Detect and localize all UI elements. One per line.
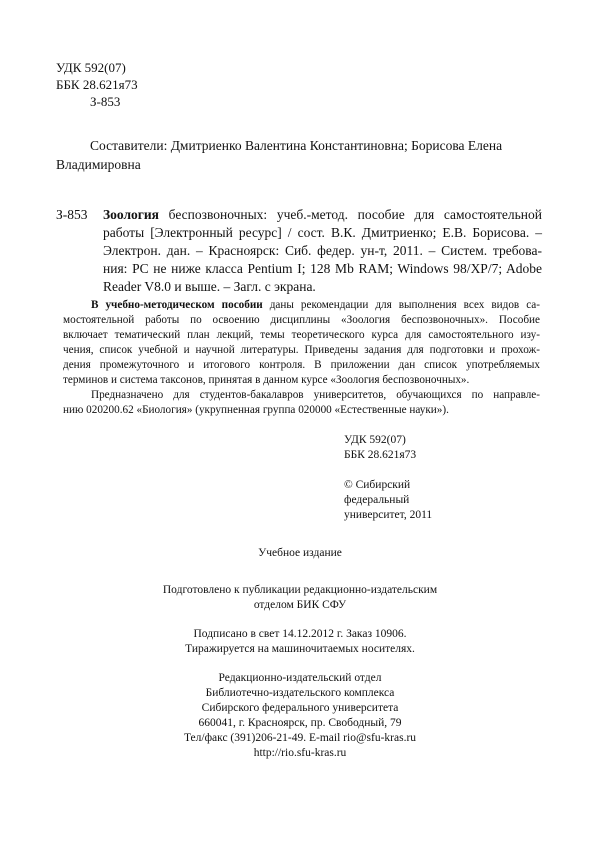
author-mark: З-853 (90, 94, 121, 109)
bib-line-3: Электрон. дан. – Красноярск: Сиб. федер. ун-т, 2011. – Систем. требова- (103, 243, 542, 258)
copyright-line-1: © Сибирский (344, 479, 411, 491)
abstract-line-1-rest: даны рекомендации для выполнения всех видов са- (262, 299, 540, 311)
bibliographic-record (56, 206, 542, 294)
abstract-line-5: дения промежуточного и итогового контроля. В приложении дан список употребляемых (63, 359, 540, 371)
signed-to-publish: Подписано в свет 14.12.2012 г. Заказ 10906. (193, 628, 407, 640)
abstract-bold-intro: В учебно-методическом пособии (91, 299, 263, 311)
publisher-university: Сибирского федерального университета (201, 702, 399, 714)
bib-title-bold: Зоология (103, 207, 159, 222)
bib-line-1 (103, 206, 542, 224)
copyright-line-3: университет, 2011 (344, 509, 433, 521)
bib-line-5: Reader V8.0 и выше. – Загл. с экрана. (103, 279, 316, 294)
bbk-code: ББК 28.621я73 (56, 77, 138, 92)
prepared-line-1: Подготовлено к публикации редакционно-издательским (162, 584, 438, 596)
publisher-dept: Редакционно-издательский отдел (218, 672, 382, 684)
publisher-website: http://rio.sfu-kras.ru (253, 747, 347, 759)
bib-author-mark: З-853 (56, 207, 88, 222)
compilers-line-1: Составители: Дмитриенко Валентина Константиновна; Борисова Елена (90, 138, 503, 153)
abstract-line-1 (91, 298, 540, 313)
right-udk-code: УДК 592(07) (344, 434, 406, 446)
abstract-line-7: Предназначено для студентов-бакалавров университетов, обучающихся по направле- (91, 389, 540, 401)
copies-info: Тиражируется на машиночитаемых носителях. (185, 643, 415, 655)
compilers-line-2: Владимировна (56, 157, 141, 172)
udk-code: УДК 592(07) (56, 60, 126, 75)
bib-line-4: ния: PC не ниже класса Pentium I; 128 Mb RAM; Windows 98/XP/7; Adobe (103, 261, 542, 276)
prepared-line-2: отделом БИК СФУ (253, 599, 347, 611)
edition-type: Учебное издание (258, 547, 342, 559)
copyright-line-2: федеральный (344, 494, 410, 506)
bib-line-1-rest: беспозвоночных: учеб.-метод. пособие для самостоятельной (158, 207, 542, 222)
abstract-line-6: терминов и система таксонов, принятая в данном курсе «Зоология беспозвоночных». (63, 374, 470, 386)
publisher-contacts: Тел/факс (391)206-21-49. E-mail rio@sfu-kras.ru (183, 732, 417, 744)
abstract-line-2: мостоятельной работы по освоению дисциплины «Зоология беспозвоночных». Пособие (63, 314, 540, 326)
abstract-line-8: нию 020200.62 «Биология» (укрупненная группа 020000 «Естественные науки»). (63, 404, 449, 416)
publisher-complex: Библиотечно-издательского комплекса (205, 687, 395, 699)
abstract-line-3: включает тематический план лекций, темы теоретического курса для самостоятельного изу- (63, 329, 540, 341)
publisher-address: 660041, г. Красноярск, пр. Свободный, 79 (198, 717, 402, 729)
abstract-line-4: чения, список учебной и научной литературы. Приведены задания для подготовки и прохож- (63, 344, 540, 356)
bib-line-2: работы [Электронный ресурс] / сост. В.К. Дмитриенко; Е.В. Борисова. – (103, 225, 542, 240)
right-bbk-code: ББК 28.621я73 (344, 449, 417, 461)
